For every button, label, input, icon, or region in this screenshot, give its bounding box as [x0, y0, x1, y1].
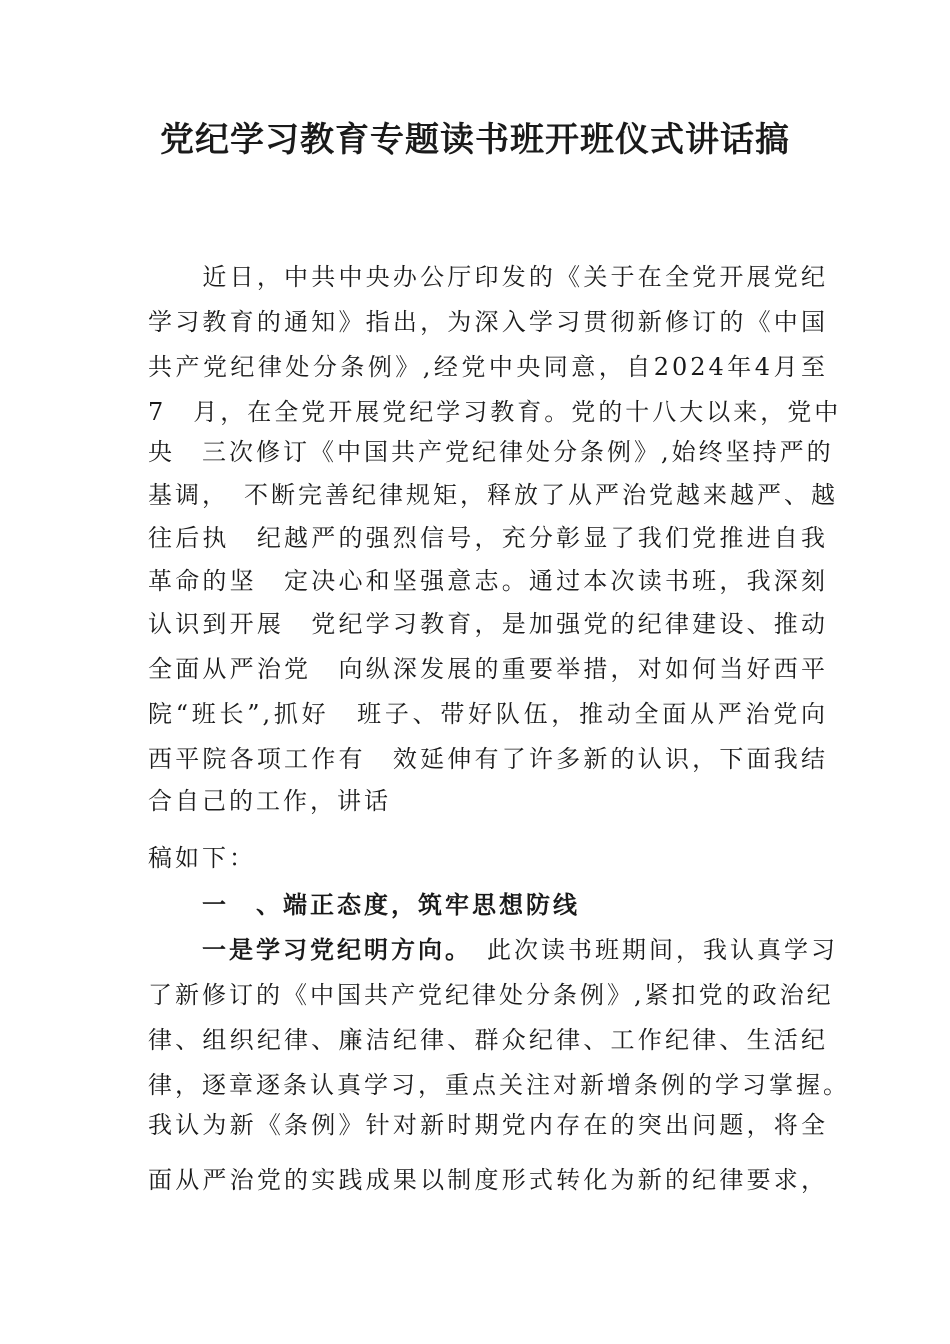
intro-line: 认识到开展 党纪学习教育，是加强党的纪律建设、推动	[148, 610, 828, 638]
intro-line: 西平院各项工作有 效延伸有了许多新的认识，下面我结	[148, 745, 828, 773]
intro-line: 基调， 不断完善纪律规矩，释放了从严治党越来越严、越	[148, 481, 838, 509]
point-one-first-line	[148, 935, 838, 965]
document-title: 党纪学习教育专题读书班开班仪式讲话搞	[160, 120, 790, 160]
intro-line: 合自己的工作，讲话	[148, 787, 391, 815]
point-one-label: 一是学习党纪明方向。	[148, 935, 460, 964]
intro-line: 革命的坚 定决心和坚强意志。通过本次读书班，我深刻	[148, 567, 828, 595]
intro-line: 共产党纪律处分条例》,经党中央同意，自2024年4月至	[148, 353, 828, 381]
point-one-line: 律、组织纪律、廉洁纪律、群众纪律、工作纪律、生活纪	[148, 1026, 828, 1054]
intro-line: 7 月，在全党开展党纪学习教育。党的十八大以来，党中	[148, 398, 842, 426]
intro-line: 近日，中共中央办公厅印发的《关于在全党开展党纪	[148, 263, 828, 291]
point-one-line: 面从严治党的实践成果以制度形式转化为新的纪律要求，	[148, 1166, 828, 1194]
point-one-line: 我认为新《条例》针对新时期党内存在的突出问题，将全	[148, 1111, 828, 1139]
intro-line: 学习教育的通知》指出，为深入学习贯彻新修订的《中国	[148, 308, 828, 336]
section-heading: 一 、端正态度，筑牢思想防线	[148, 890, 580, 919]
point-one-text: 此次读书班期间，我认真学习	[460, 936, 838, 964]
intro-line: 央 三次修订《中国共产党纪律处分条例》,始终坚持严的	[148, 438, 834, 466]
intro-line: 院“班长”,抓好 班子、带好队伍，推动全面从严治党向	[148, 700, 828, 728]
point-one-line: 了新修订的《中国共产党纪律处分条例》,紧扣党的政治纪	[148, 981, 834, 1009]
point-one-line: 律，逐章逐条认真学习，重点关注对新增条例的学习掌握。	[148, 1071, 850, 1099]
intro-line: 全面从严治党 向纵深发展的重要举措，对如何当好西平	[148, 655, 828, 683]
intro-line: 往后执 纪越严的强烈信号，充分彰显了我们党推进自我	[148, 524, 828, 552]
continuation-line: 稿如下：	[148, 844, 256, 872]
